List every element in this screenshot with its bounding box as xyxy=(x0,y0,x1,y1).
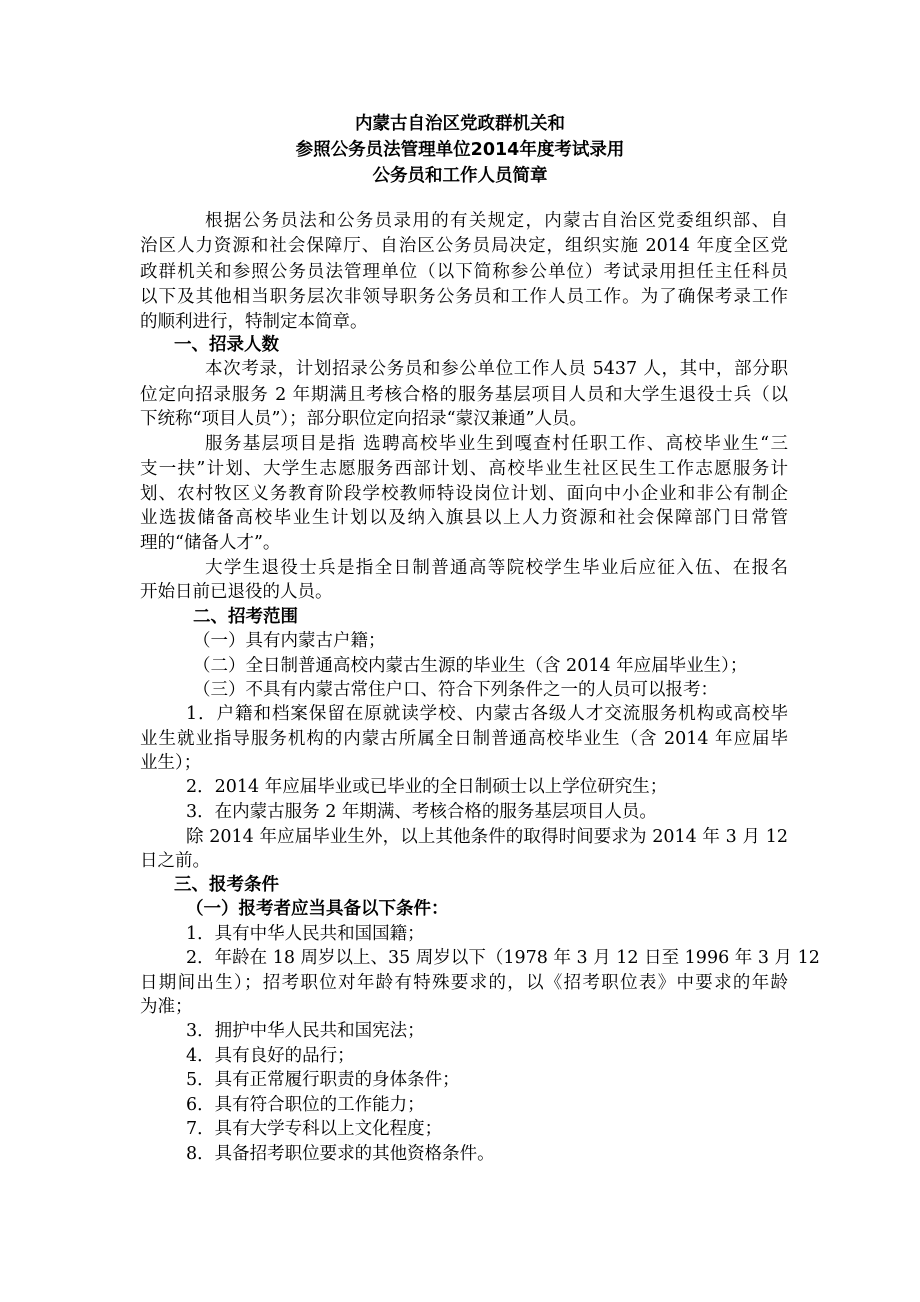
list-item: （三）不具有内蒙古常住户口、符合下列条件之一的人员可以报考： xyxy=(193,680,718,700)
section-heading: 一、招录人数 xyxy=(174,335,279,355)
list-item: 业生）； xyxy=(140,753,202,773)
paragraph-line: 日之前。 xyxy=(140,851,210,871)
title-line-3: 公务员和工作人员简章 xyxy=(372,166,548,186)
intro-line: 根据公务员法和公务员录用的有关规定，内蒙古自治区党委组织部、自 xyxy=(205,211,788,231)
paragraph-line: 理的“储备人才”。 xyxy=(140,533,281,553)
paragraph-line: 开始日前已退役的人员。 xyxy=(140,582,333,602)
list-item: 5．具有正常履行职责的身体条件； xyxy=(186,1070,460,1090)
paragraph-line: 大学生退役士兵是指全日制普通高等院校学生毕业后应征入伍、在报名 xyxy=(205,558,788,578)
paragraph-line: 位定向招录服务 2 年期满且考核合格的服务基层项目人员和大学生退役士兵（以 xyxy=(140,385,788,405)
list-item: 4．具有良好的品行； xyxy=(186,1046,355,1066)
list-item: 3．拥护中华人民共和国宪法； xyxy=(186,1021,425,1041)
list-item: 2．年龄在 18 周岁以上、35 周岁以下（1978 年 3 月 12 日至 1996 年 3 月 12 xyxy=(186,948,820,968)
list-item: 1．户籍和档案保留在原就读学校、内蒙古各级人才交流服务机构或高校毕 xyxy=(186,704,788,724)
paragraph-line: 业选拔储备高校毕业生计划以及纳入旗县以上人力资源和社会保障部门日常管 xyxy=(140,508,788,528)
paragraph-line: 支一扶”计划、大学生志愿服务西部计划、高校毕业生社区民生工作志愿服务计 xyxy=(140,459,788,479)
subsection-heading: （一）报考者应当具备以下条件： xyxy=(186,899,449,919)
section-heading: 三、报考条件 xyxy=(174,875,279,895)
paragraph-line: 划、农村牧区义务教育阶段学校教师特设岗位计划、面向中小企业和非公有制企 xyxy=(140,484,788,504)
list-item: 3．在内蒙古服务 2 年期满、考核合格的服务基层项目人员。 xyxy=(186,802,657,822)
list-item: 1．具有中华人民共和国国籍； xyxy=(186,924,425,944)
list-item: 为准； xyxy=(140,997,193,1017)
list-item: 2．2014 年应届毕业或已毕业的全日制硕士以上学位研究生； xyxy=(186,777,668,797)
title-line-1: 内蒙古自治区党政群机关和 xyxy=(355,114,565,134)
paragraph-line: 除 2014 年应届毕业生外，以上其他条件的取得时间要求为 2014 年 3 月 12 xyxy=(186,827,788,847)
list-item: 日期间出生）；招考职位对年龄有特殊要求的，以《招考职位表》中要求的年龄 xyxy=(140,973,788,993)
list-item: 业生就业指导服务机构的内蒙古所属全日制普通高校毕业生（含 2014 年应届毕 xyxy=(140,729,788,749)
paragraph-line: 下统称“项目人员”）；部分职位定向招录“蒙汉兼通”人员。 xyxy=(140,409,588,429)
section-heading: 二、招考范围 xyxy=(193,607,298,627)
intro-line: 政群机关和参照公务员法管理单位（以下简称参公单位）考试录用担任主任科员 xyxy=(140,262,788,282)
title-line-2: 参照公务员法管理单位2014年度考试录用 xyxy=(295,140,625,160)
list-item: 8．具备招考职位要求的其他资格条件。 xyxy=(186,1144,495,1164)
paragraph-line: 本次考录，计划招录公务员和参公单位工作人员 5437 人，其中，部分职 xyxy=(205,359,788,379)
intro-line: 治区人力资源和社会保障厅、自治区公务员局决定，组织实施 2014 年度全区党 xyxy=(140,236,788,256)
intro-line: 以下及其他相当职务层次非领导职务公务员和工作人员工作。为了确保考录工作 xyxy=(140,287,788,307)
list-item: 6．具有符合职位的工作能力； xyxy=(186,1095,425,1115)
list-item: （二）全日制普通高校内蒙古生源的毕业生（含 2014 年应届毕业生）； xyxy=(193,656,748,676)
list-item: 7．具有大学专科以上文化程度； xyxy=(186,1119,443,1139)
paragraph-line: 服务基层项目是指 选聘高校毕业生到嘎查村任职工作、高校毕业生“三 xyxy=(205,434,788,454)
list-item: （一）具有内蒙古户籍； xyxy=(193,631,386,651)
intro-line: 的顺利进行，特制定本简章。 xyxy=(140,312,368,332)
